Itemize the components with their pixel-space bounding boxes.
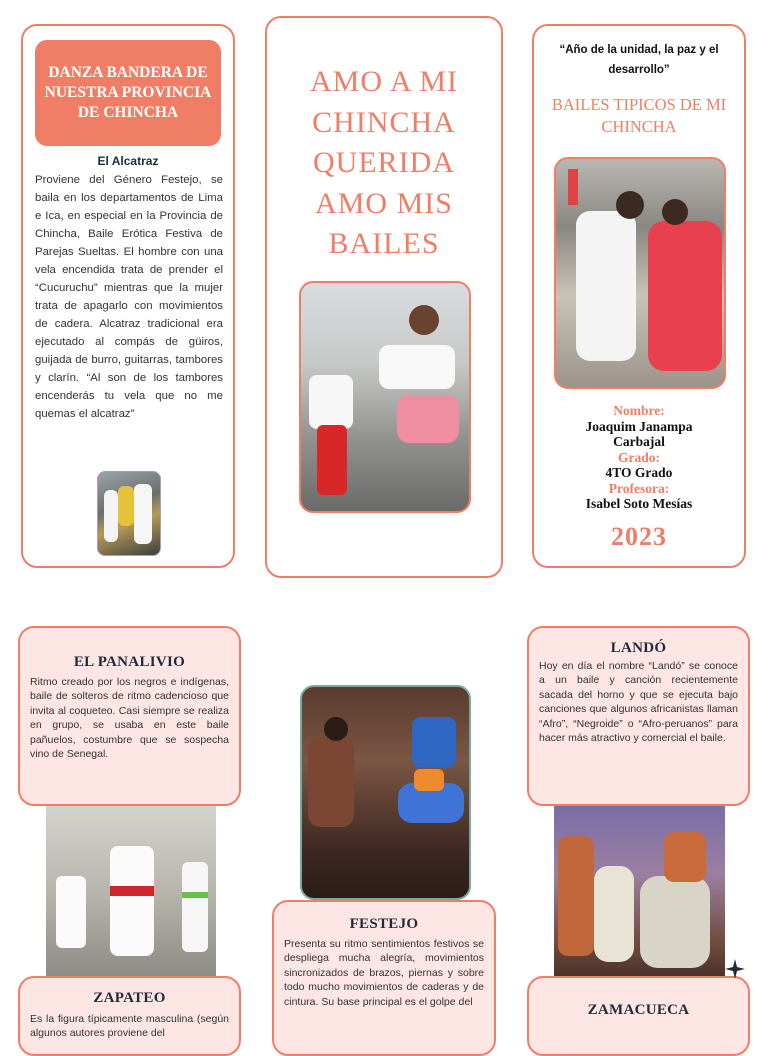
- panalivio-text: Ritmo creado por los negros e indígenas, baile de solteros de ritmo cadencioso que invita al coqueteo. Casi siempre se realiza en grupo, se usaba en este baile pañuelos, costumbre que se sospecha vino de Senegal.: [30, 676, 229, 761]
- student-info: [544, 403, 734, 512]
- left-title-box: [35, 40, 221, 146]
- zapateo-title: ZAPATEO: [93, 990, 166, 1006]
- year: 2023: [611, 522, 667, 551]
- lando-text: Hoy en día el nombre “Landó” se conoce a un baile y canción recientemente sacada del horno y que se ejecuta bajo canciones que algunos africanistas llaman “Afro”, “Negroide” o “Afro-peruanos” para hacer más atractivo y comercial el baile.: [539, 660, 738, 745]
- lando-title: LANDÓ: [610, 640, 667, 656]
- center-title-line: AMO MIS: [315, 186, 453, 220]
- couple-dancing-photo: [554, 157, 726, 389]
- center-title-line: CHINCHA: [312, 105, 456, 139]
- festejo-title: FESTEJO: [349, 916, 419, 932]
- panalivio-title: EL PANALIVIO: [73, 654, 186, 670]
- center-title-line: BAILES: [328, 227, 440, 260]
- left-paragraph: Proviene del Género Festejo, se baila en los departamentos de Lima e Ica, en especial en la Provincia de Chincha, Baile Erótica Festiva de Parejas Sueltas. El hombre con una vela encendida trata de prender el “Cucuruchu” mientras que la mujer trata de apagarlo con movimientos de cadera. Alcatraz tradicional era ejecutado al compás de güiros, guijada de burro, guitarras, tambores y clarín. “Al son de los tambores encenderás tu vela que no me quemas el alcatraz”: [35, 174, 223, 420]
- zamacueca-title: ZAMACUECA: [587, 1002, 690, 1018]
- zapateo-boys-photo: [46, 806, 216, 978]
- center-title: [267, 62, 501, 265]
- festejo-dancers-photo: [300, 685, 471, 900]
- zapateo-text: Es la figura típicamente masculina (según algunos autores proviene del: [30, 1013, 229, 1040]
- center-title-line: AMO A MI: [309, 65, 459, 98]
- festejo-text: Presenta su ritmo sentimientos festivos se despliega mucha alegría, movimientos sincronizados de brazos, piernas y sobre todo mucho movimientos de caderas y de cintura. Su base principal es el golpe del: [284, 938, 484, 1008]
- grade-value: 4TO Grado: [605, 465, 673, 480]
- grade-label: Grado:: [618, 449, 660, 465]
- teacher-label: Profesora:: [608, 480, 670, 496]
- left-subtitle: El Alcatraz: [97, 154, 159, 168]
- right-heading: BAILES TIPICOS DE MI CHINCHA: [551, 95, 727, 136]
- zapateo-box: [18, 976, 241, 1056]
- festejo-box: [272, 900, 496, 1056]
- right-panel: [532, 24, 746, 568]
- center-title-line: QUERIDA: [313, 146, 455, 179]
- lando-box: [527, 626, 750, 806]
- teacher-value: Isabel Soto Mesías: [585, 496, 693, 511]
- center-panel: [265, 16, 503, 578]
- left-title: DANZA BANDERA DE NUESTRA PROVINCIA DE CHINCHA: [44, 64, 212, 121]
- left-panel: [21, 24, 235, 568]
- zamacueca-box: [527, 976, 750, 1056]
- children-dancing-photo: [299, 281, 471, 513]
- lando-dancers-photo: [554, 806, 725, 978]
- alcatraz-dance-photo: [97, 471, 161, 556]
- name-label: Nombre:: [613, 403, 665, 418]
- panalivio-box: [18, 626, 241, 806]
- motto: “Año de la unidad, la paz y el desarrollo”: [559, 44, 719, 76]
- name-value: Joaquim Janampa Carbajal: [585, 418, 693, 449]
- sparkle-icon: [724, 958, 746, 980]
